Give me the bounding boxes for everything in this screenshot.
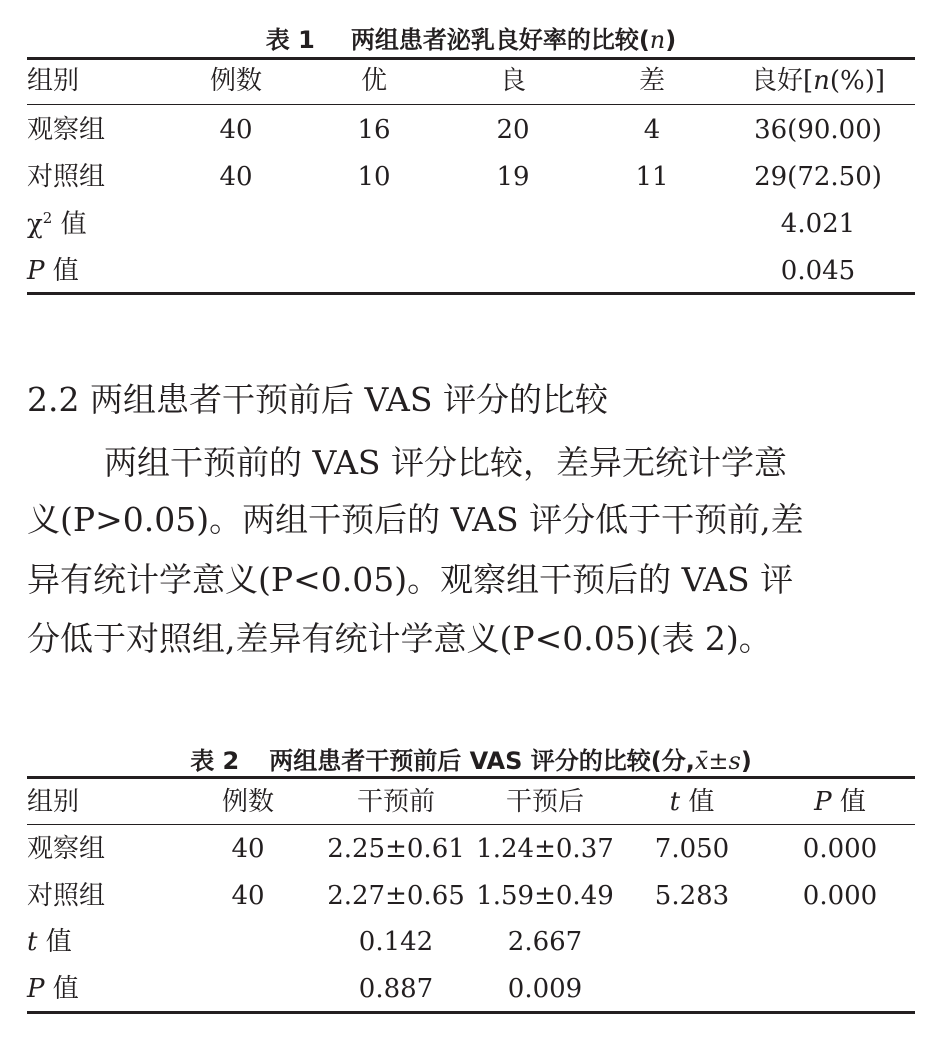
table2-t-row-label bbox=[27, 929, 72, 955]
table1-row2-excellent: 10 bbox=[357, 162, 391, 192]
table2-t-row-after: 2.667 bbox=[507, 927, 583, 957]
table1-caption bbox=[0, 20, 942, 55]
table1-row1-count: 40 bbox=[219, 115, 253, 145]
table1-chi-value-word: 值 bbox=[52, 209, 87, 240]
table1-row2-count: 40 bbox=[219, 162, 253, 192]
table2-row1-after: 1.24±0.37 bbox=[476, 834, 614, 864]
table1-row1-rate: 36(90.00) bbox=[754, 115, 882, 145]
table1-header-rate-suffix: (%)] bbox=[829, 66, 886, 96]
table2-row2-t: 5.283 bbox=[654, 881, 730, 911]
section-line-4: 分低于对照组,差异有统计学意义(P<0.05)(表 2)。 bbox=[27, 619, 772, 658]
table1-chi-label bbox=[27, 211, 87, 238]
table2-header-before: 干预前 bbox=[356, 787, 436, 817]
table1-p-value: 0.045 bbox=[780, 256, 856, 286]
table2-row1-before: 2.25±0.61 bbox=[327, 834, 465, 864]
table2-p-row-label bbox=[27, 976, 79, 1002]
table2-t-row-symbol: t bbox=[27, 927, 38, 957]
table2-t-row-before: 0.142 bbox=[358, 927, 434, 957]
table1-header-good: 良 bbox=[499, 66, 527, 96]
table2-p-row-word: 值 bbox=[44, 974, 79, 1004]
table1-row2-rate: 29(72.50) bbox=[754, 162, 882, 192]
table1-caption-close: ) bbox=[665, 26, 677, 54]
table2-header-p-symbol: P bbox=[814, 787, 832, 817]
table1-caption-text: 两组患者泌乳良好率的比较( bbox=[350, 26, 650, 54]
table1-header-rate bbox=[751, 68, 885, 94]
table1-header-group: 组别 bbox=[27, 66, 80, 96]
table2-row1-group: 观察组 bbox=[27, 834, 106, 864]
table2-header-t-word: 值 bbox=[680, 787, 715, 817]
table2-header-p-word: 值 bbox=[831, 787, 866, 817]
table1-row1-group: 观察组 bbox=[27, 115, 106, 145]
table1-caption-prefix: 表 1 bbox=[265, 26, 315, 54]
table1-row2-good: 19 bbox=[496, 162, 530, 192]
table1-header-count: 例数 bbox=[209, 66, 263, 96]
table2-header-p bbox=[814, 789, 866, 815]
table2-header-rule bbox=[27, 824, 915, 825]
table2-t-row-word: 值 bbox=[37, 927, 72, 957]
table2-bottom-rule bbox=[27, 1011, 915, 1014]
table1-header-rate-n: n bbox=[813, 66, 830, 96]
table1-bottom-rule bbox=[27, 292, 915, 295]
table1-chi-symbol: χ bbox=[27, 209, 43, 240]
table2-header-after: 干预后 bbox=[505, 787, 585, 817]
table2-row1-count: 40 bbox=[231, 834, 265, 864]
table2-row2-p: 0.000 bbox=[802, 881, 878, 911]
table1-row1-poor: 4 bbox=[643, 115, 661, 145]
table1-top-rule bbox=[27, 57, 915, 60]
table2-row1-t: 7.050 bbox=[654, 834, 730, 864]
section-heading: 2.2 两组患者干预前后 VAS 评分的比较 bbox=[27, 380, 608, 419]
section-line-3: 异有统计学意义(P<0.05)。观察组干预后的 VAS 评 bbox=[27, 560, 794, 599]
table2-row2-before: 2.27±0.65 bbox=[327, 881, 465, 911]
table1-row2-poor: 11 bbox=[635, 162, 669, 192]
table1-header-rate-prefix: 良好[ bbox=[750, 66, 814, 96]
table2-caption-stat: x̄±s bbox=[694, 747, 741, 775]
table1-row1-excellent: 16 bbox=[357, 115, 391, 145]
table1-chi-sup: 2 bbox=[42, 209, 53, 227]
table1-header-excellent: 优 bbox=[360, 66, 388, 96]
table1-chi-value: 4.021 bbox=[780, 209, 856, 239]
table2-p-row-symbol: P bbox=[27, 974, 45, 1004]
section-line-1: 两组干预前的 VAS 评分比较，差异无统计学意 bbox=[104, 443, 788, 482]
section-line-2: 义(P>0.05)。两组干预后的 VAS 评分低于干预前,差 bbox=[27, 500, 804, 539]
table1-row1-good: 20 bbox=[496, 115, 530, 145]
table2-caption-prefix: 表 2 bbox=[190, 747, 240, 775]
table2-row1-p: 0.000 bbox=[802, 834, 878, 864]
table1-row2-group: 对照组 bbox=[27, 162, 106, 192]
table1-p-label bbox=[27, 258, 79, 284]
table2-header-t-symbol: t bbox=[669, 787, 681, 817]
table2-caption-text: 两组患者干预前后 VAS 评分的比较(分, bbox=[269, 747, 695, 775]
table1-header-rule bbox=[27, 104, 915, 105]
table2-caption-close: ) bbox=[740, 747, 752, 775]
table1-caption-n: n bbox=[649, 26, 666, 54]
table2-header-count: 例数 bbox=[221, 787, 275, 817]
table2-p-row-before: 0.887 bbox=[358, 974, 434, 1004]
table2-row2-after: 1.59±0.49 bbox=[476, 881, 614, 911]
table1-p-value-word: 值 bbox=[44, 256, 79, 286]
table2-row2-group: 对照组 bbox=[27, 881, 106, 911]
table1-header-poor: 差 bbox=[638, 66, 666, 96]
table2-header-group: 组别 bbox=[27, 787, 80, 817]
table2-p-row-after: 0.009 bbox=[507, 974, 583, 1004]
table2-header-t bbox=[670, 789, 715, 815]
table2-caption bbox=[0, 741, 942, 776]
table2-row2-count: 40 bbox=[231, 881, 265, 911]
table1-p-symbol: P bbox=[27, 256, 45, 286]
table2-top-rule bbox=[27, 776, 915, 779]
